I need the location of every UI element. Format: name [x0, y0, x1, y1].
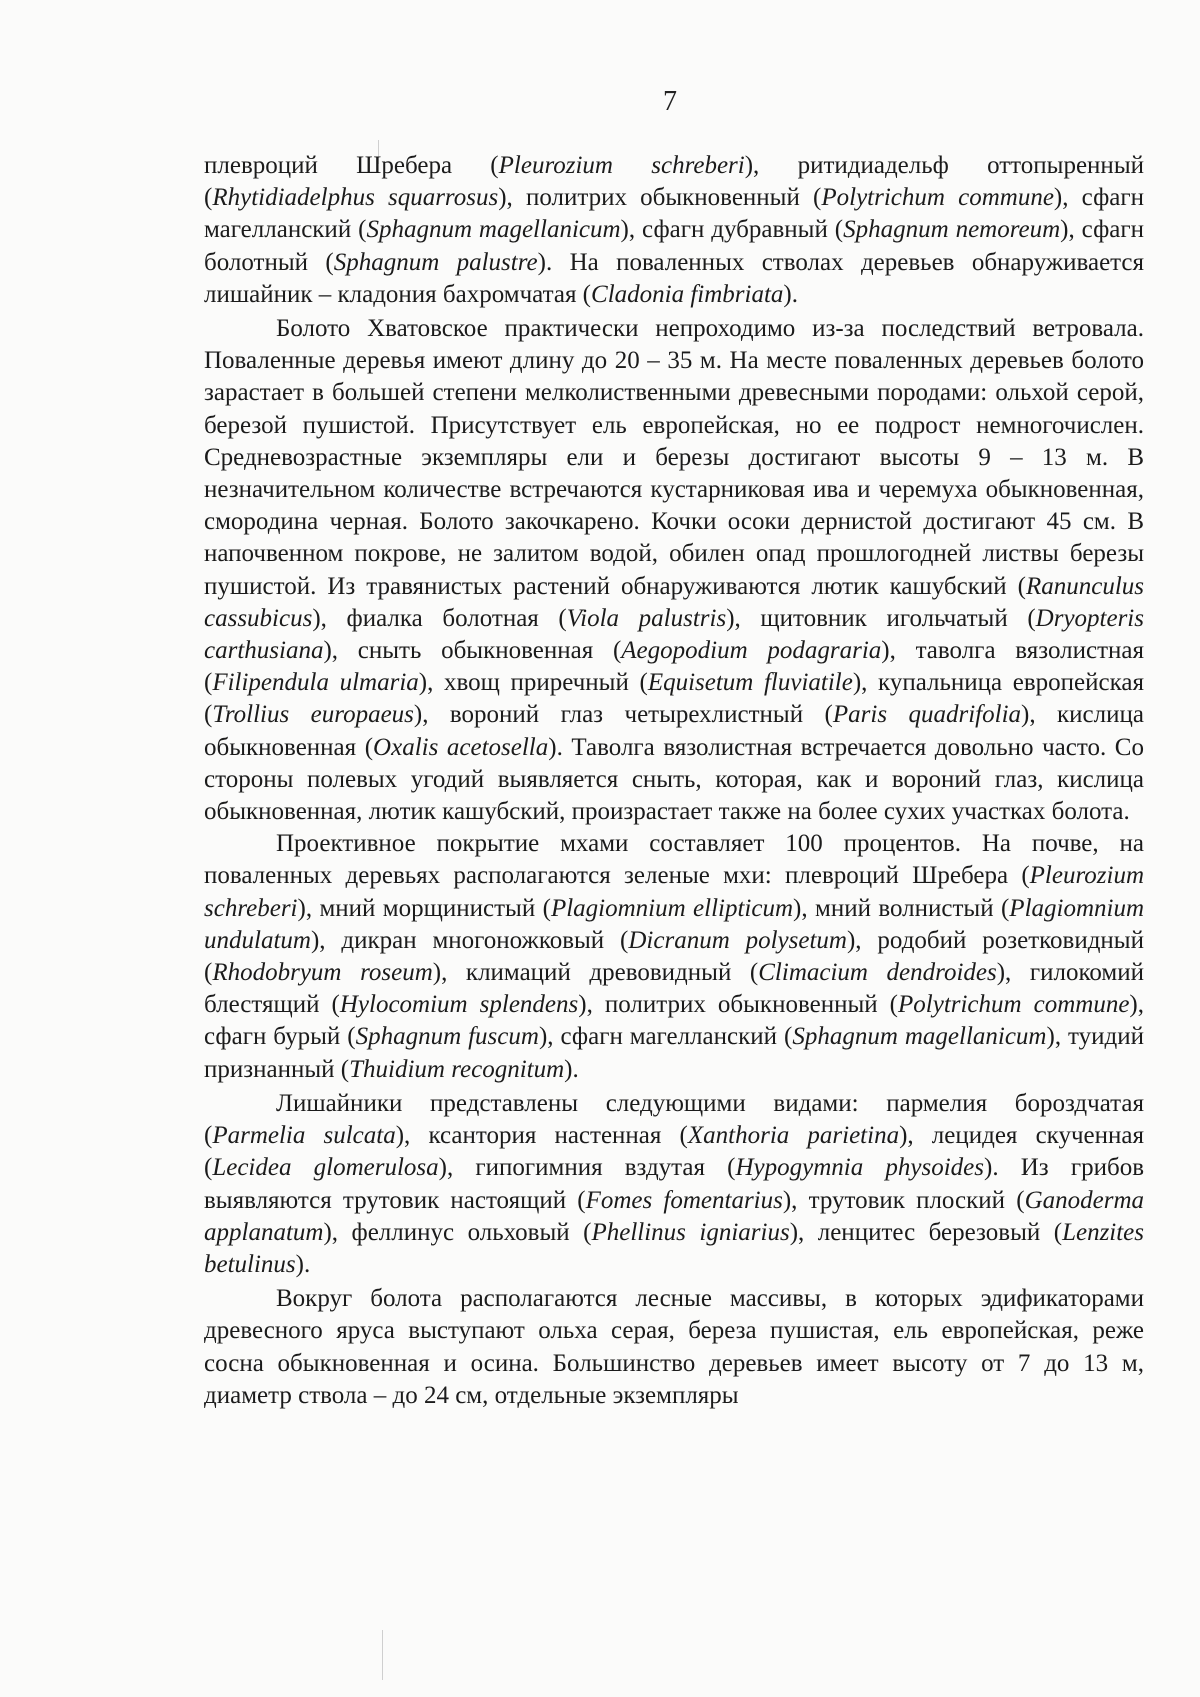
scan-artifact-line: [382, 1630, 383, 1680]
text-run: Лишайники представлены следующими видами: пармелия бороздчатая (: [204, 1089, 1144, 1150]
latin-species-name: Aegopodium podagraria: [621, 637, 882, 665]
text-run: ), ленцитес березовый (: [789, 1218, 1063, 1246]
latin-species-name: Lecidea glomerulosa: [212, 1154, 439, 1182]
latin-species-name: Hypogymnia physoides: [735, 1154, 985, 1182]
text-run: ), туидий признанный (: [204, 1023, 1145, 1083]
latin-species-name: Thuidium recognitum: [349, 1055, 565, 1083]
latin-species-name: Sphagnum magellanicum: [792, 1023, 1047, 1051]
text-run: ), лецидея скученная (: [204, 1122, 1144, 1182]
paragraph-1: [204, 150, 1144, 311]
latin-species-name: Paris quadrifolia: [832, 701, 1022, 729]
text-run: ), политрих обыкновенный (: [578, 991, 898, 1019]
latin-species-name: Lenzites betulinus: [204, 1218, 1145, 1278]
paragraph-3: [204, 828, 1144, 1086]
text-run: ). Таволга вязолистная встречается довольно часто. Со стороны полевых угодий выявляется сныть, которая, как и вороний глаз, кислица обыкновенная, лютик кашубский, произрастает также на более сухих участках болота.: [204, 733, 1144, 826]
latin-species-name: Rhytidiadelphus squarrosus: [212, 184, 499, 212]
text-run: ). На поваленных стволах деревьев обнаруживается лишайник – кладония бахромчатая (: [204, 248, 1145, 308]
text-run: ), вороний глаз четырехлистный (: [413, 701, 833, 729]
text-run: ), сфагн дубравный (: [620, 216, 844, 244]
latin-species-name: Sphagnum nemoreum: [843, 216, 1061, 244]
text-run: ), сныть обыкновенная (: [323, 637, 622, 665]
paragraph-4: [204, 1088, 1144, 1281]
latin-species-name: Polytrichum commune: [821, 184, 1054, 212]
latin-species-name: Parmelia sulcata: [212, 1122, 396, 1150]
text-run: ), ритидиадельф оттопыренный (: [204, 152, 1144, 212]
latin-species-name: Sphagnum palustre: [333, 248, 538, 276]
text-run: ). Из грибов выявляются трутовик настоящий (: [204, 1154, 1144, 1214]
latin-species-name: Dryopteris carthusiana: [204, 604, 1144, 665]
text-run: ), кислица обыкновенная (: [204, 701, 1144, 761]
latin-species-name: Filipendula ulmaria: [212, 669, 419, 697]
latin-species-name: Plagiomnium undulatum: [204, 894, 1145, 954]
text-run: ), купальница европейская (: [204, 669, 1144, 729]
latin-species-name: Ganoderma applanatum: [204, 1186, 1144, 1246]
text-run: ), трутовик плоский (: [782, 1186, 1025, 1214]
text-run: ), сфагн магелланский (: [538, 1023, 793, 1051]
text-run: ), климаций древовидный (: [432, 959, 759, 987]
text-run: ), щитовник игольчатый (: [726, 604, 1036, 632]
text-run: ).: [783, 280, 798, 308]
text-run: ), феллинус ольховый (: [323, 1218, 592, 1246]
text-run: Вокруг болота располагаются лесные массивы, в которых эдификаторами древесного яруса выступают ольха серая, береза пушистая, ель европейская, реже сосна обыкновенная и осина. Большинство деревьев имеет высоту от 7 до 13 м, диаметр ствола – до 24 см, отдельные экземпляры: [204, 1285, 1144, 1409]
latin-species-name: Pleurozium schreberi: [498, 152, 745, 179]
text-run: ), гипогимния вздутая (: [438, 1154, 736, 1182]
text-run: ), сфагн болотный (: [204, 216, 1144, 276]
text-run: ), фиалка болотная (: [312, 604, 567, 632]
document-body: [204, 150, 1144, 1412]
text-run: ), гилокомий блестящий (: [204, 959, 1144, 1019]
text-run: ), хвощ приречный (: [418, 669, 648, 697]
text-run: плевроций Шребера (: [204, 152, 499, 179]
page-number: 7: [663, 86, 677, 117]
text-run: ).: [564, 1055, 579, 1083]
paragraph-5: [204, 1283, 1144, 1412]
text-run: ), сфагн бурый (: [204, 991, 1144, 1051]
latin-species-name: Rhodobryum roseum: [212, 959, 433, 987]
text-run: ), мний морщинистый (: [297, 894, 551, 922]
latin-species-name: Hylocomium splendens: [339, 991, 579, 1019]
text-run: ), родобий розетковидный (: [204, 926, 1144, 987]
latin-species-name: Sphagnum fuscum: [355, 1023, 539, 1051]
text-run: Проективное покрытие мхами составляет 100 процентов. На почве, на поваленных деревьях располагаются зеленые мхи: плевроций Шребера (: [204, 830, 1144, 890]
latin-species-name: Cladonia fimbriata: [591, 280, 784, 308]
latin-species-name: Pleurozium schreberi: [204, 862, 1144, 922]
latin-species-name: Viola palustris: [566, 604, 727, 632]
text-run: ), таволга вязолистная (: [204, 637, 1144, 697]
text-run: ), сфагн магелланский (: [204, 184, 1144, 244]
text-run: ), дикран многоножковый (: [310, 926, 629, 954]
latin-species-name: Polytrichum commune: [898, 991, 1130, 1019]
latin-species-name: Xanthoria parietina: [687, 1122, 900, 1150]
text-run: ).: [295, 1250, 311, 1278]
latin-species-name: Climacium dendroides: [758, 959, 997, 987]
text-run: ), ксантория настенная (: [395, 1122, 688, 1150]
text-run: ), мний волнистый (: [793, 894, 1010, 922]
paragraph-2: [204, 313, 1144, 828]
latin-species-name: Trollius europaeus: [212, 701, 414, 729]
latin-species-name: Dicranum polysetum: [628, 926, 847, 954]
latin-species-name: Phellinus igniarius: [591, 1218, 790, 1246]
latin-species-name: Ranunculus cassubicus: [204, 572, 1144, 632]
latin-species-name: Sphagnum magellanicum: [366, 216, 621, 244]
text-run: ), политрих обыкновенный (: [498, 184, 822, 212]
latin-species-name: Equisetum fluviatile: [647, 669, 853, 697]
text-run: Болото Хватовское практически непроходимо из-за последствий ветровала. Поваленные деревья имеют длину до 20 – 35 м. На месте поваленных деревьев болото зарастает в большей степени мелколиственными древесными породами: ольхой серой, березой пушистой. Присутствует ель европейская, но ее подрост немногочислен. Средневозрастные экземпляры ели и березы достигают высоты 9 – 13 м. В незначительном количестве встречаются кустарниковая ива и черемуха обыкновенная, смородина черная. Болото закочкарено. Кочки осоки дернистой достигают 45 см. В напочвенном покрове, не залитом водой, обилен опад прошлогодней листвы березы пушистой. Из травянистых растений обнаруживаются лютик кашубский (: [204, 315, 1144, 600]
latin-species-name: Plagiomnium ellipticum: [550, 894, 794, 922]
latin-species-name: Oxalis acetosella: [373, 733, 549, 761]
latin-species-name: Fomes fomentarius: [585, 1186, 783, 1214]
